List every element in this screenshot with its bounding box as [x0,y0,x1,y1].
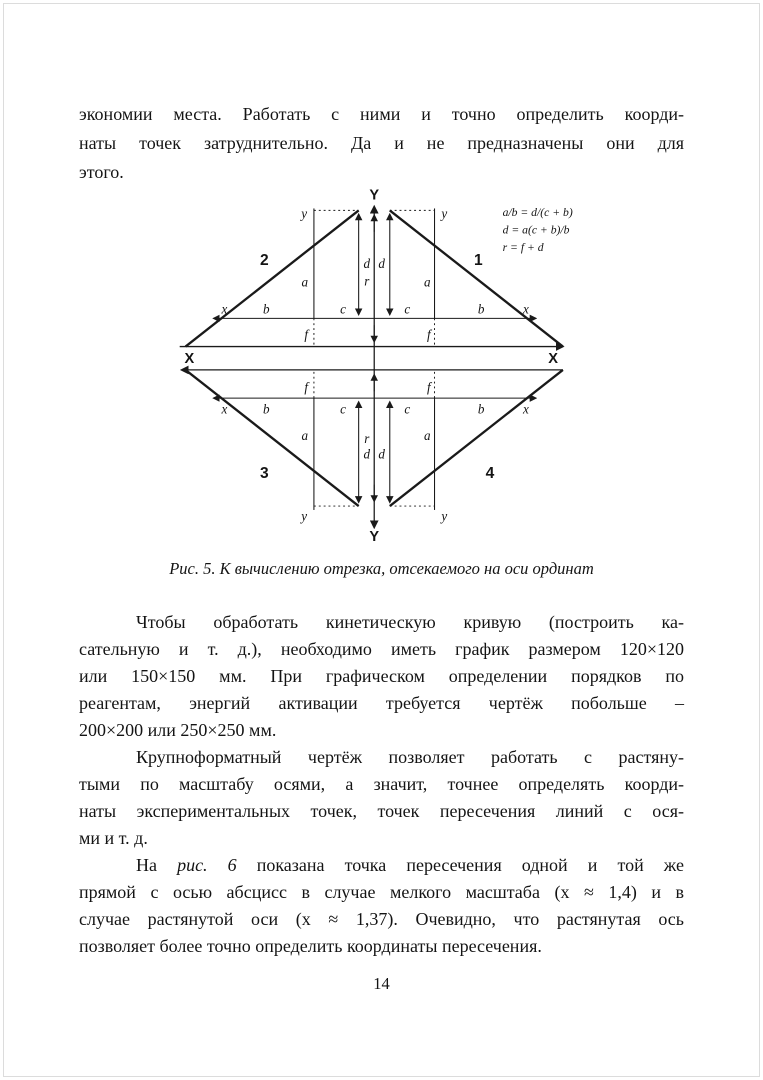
figure-5-caption: Рис. 5. К вычислению отрезка, отсекаемого на оси ординат [169,559,594,578]
text-line: наты экспериментальных точек, точек пересечения линий с ося- [79,801,684,821]
segment-a-label-q4: a [423,427,431,443]
segment-c-label-q3: c [339,401,346,417]
formula-3: r = f + d [502,241,544,255]
segment-a-label-q3: a [301,427,308,443]
y-axis-label-bottom: Y [368,529,379,544]
text-line: Чтобы обработать кинетическую кривую (построить ка- [136,612,684,632]
segment-c-label-q4: c [403,401,410,417]
text-line [79,852,684,879]
text-line: или 150×150 мм. При графическом определении порядков по [79,666,684,686]
segment-f-label-q4: f [426,379,431,395]
segment-d-label-q1: d [377,255,385,271]
small-x-label-q1: x [522,301,529,317]
segment-b-label-q2: b [262,301,270,317]
figure-labels [184,189,572,544]
y-axis-label-top: Y [368,189,379,204]
text-line: наты точек затруднительно. Да и не предназначены они для [79,133,684,153]
text-line: тыми по масштабу осями, а значит, точнее определять коорди- [79,774,684,794]
text-line: случае растянутой оси (х ≈ 1,37). Очевидно, что растянутая ось [79,909,684,929]
x-axis-label-left: X [184,351,194,368]
small-x-label-q3: x [221,401,227,417]
page-number: 14 [373,974,390,993]
formula-2: d = a(c + b)/b [502,223,569,237]
paragraph-4 [79,852,684,960]
segment-a-label-q2: a [301,274,308,290]
paragraph-3 [79,744,684,852]
segment-f-label-q2: f [303,326,308,342]
text-run: показана точка пересечения одной и той же [236,855,684,875]
text-line: Крупноформатный чертёж позволяет работать с растяну- [136,747,684,767]
small-y-label-q2: y [300,206,307,222]
text-line: 200×200 или 250×250 мм. [79,720,277,740]
x-axis-label-right: X [547,351,558,368]
segment-a-label-q1: a [423,274,431,290]
small-x-label-q4: x [522,401,529,417]
text-run: На [136,855,178,875]
segment-f-label-q1: f [426,326,431,342]
formula-1: a/b = d/(c + b) [502,206,573,220]
small-x-label-q2: x [221,301,227,317]
small-y-label-q4: y [440,508,447,524]
lower-text-block [79,609,684,960]
small-y-label-q3: y [300,508,307,524]
figure-linework [179,207,562,528]
figure-6-reference: рис. 6 [177,855,237,875]
segment-b-label-q1: b [477,301,484,317]
text-line: прямой с осью абсцисс в случае мелкого масштаба (х ≈ 1,4) и в [79,882,684,902]
segment-c-label-q2: c [339,301,346,317]
quadrant-2-number: 2 [259,251,269,269]
figure-5-diagram [168,189,596,544]
quadrant-1-number: 1 [473,251,483,269]
segment-d-label-q2: d [363,255,370,271]
segment-r-label-top: r [363,273,369,289]
quadrant-3-number: 3 [259,464,269,482]
paragraph-2 [79,609,684,744]
quadrant-4-number: 4 [485,464,494,482]
segment-f-label-q3: f [303,379,308,395]
small-y-label-q1: y [440,206,447,222]
segment-r-label-bottom: r [363,430,369,446]
segment-d-label-q3: d [363,446,370,462]
text-line: ми и т. д. [79,828,148,848]
page-content [79,100,684,960]
segment-c-label-q1: c [403,301,410,317]
segment-d-label-q4: d [377,446,385,462]
text-line: экономии места. Работать с ними и точно определить коорди- [79,104,684,124]
text-line: этого. [79,162,124,182]
figure-5 [79,189,684,549]
text-line: сательную и т. д.), необходимо иметь график размером 120×120 [79,639,684,659]
paragraph-1 [79,100,684,187]
text-line: реагентам, энергий активации требуется чертёж побольше – [79,693,684,713]
segment-b-label-q3: b [262,401,270,417]
segment-b-label-q4: b [477,401,484,417]
text-line: позволяет более точно определить координаты пересечения. [79,936,542,956]
